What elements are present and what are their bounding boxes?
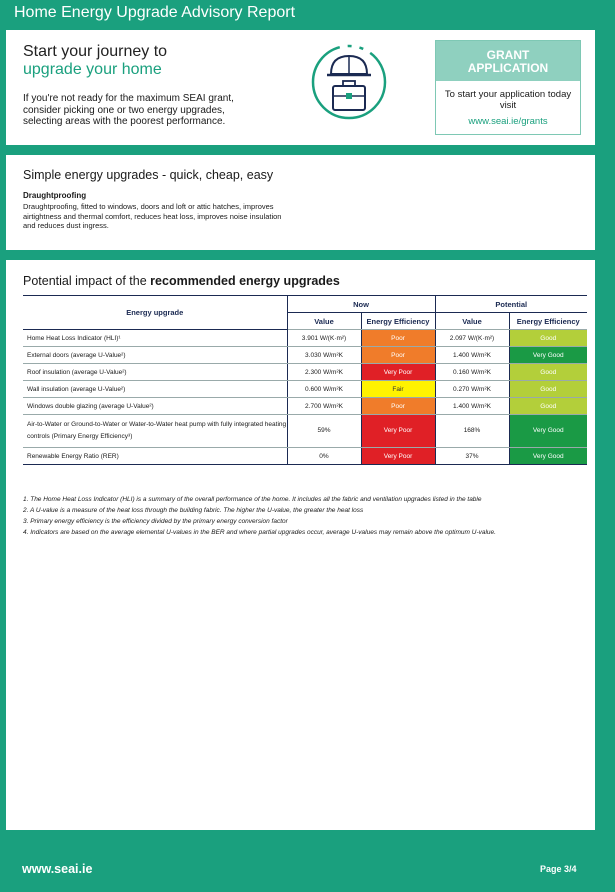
grant-heading — [436, 41, 580, 81]
intro-title-line1: Start your journey to — [23, 43, 168, 60]
intro-text: If you're not ready for the maximum SEAI grant, consider picking one or two energy upgrades, selecting areas with the poorest performance. — [23, 93, 234, 127]
now-efficiency-badge: Poor — [361, 398, 435, 415]
now-value: 2.300 W/m²K — [287, 364, 361, 381]
upgrade-label: External doors (average U-Value²) — [23, 347, 287, 364]
col-potential-value: Value — [435, 313, 509, 330]
now-efficiency-badge: Very Poor — [361, 448, 435, 465]
potential-efficiency-badge: Good — [509, 381, 587, 398]
table-row — [23, 330, 587, 347]
upgrade-label: Air-to-Water or Ground-to-Water or Water-to-Water heat pump with fully integrated heating controls (Primary Energy Efficiency³) — [23, 415, 287, 448]
potential-value: 1.400 W/m²K — [435, 398, 509, 415]
impact-panel — [6, 260, 595, 830]
potential-efficiency-badge: Good — [509, 364, 587, 381]
impact-title — [23, 274, 340, 288]
page-number: Page 3/4 — [540, 864, 577, 874]
worker-helmet-briefcase-icon — [309, 42, 389, 122]
potential-efficiency-badge: Very Good — [509, 415, 587, 448]
impact-table — [23, 295, 587, 465]
table-row — [23, 448, 587, 465]
upgrade-label: Wall insulation (average U-Value²) — [23, 381, 287, 398]
grant-heading-line2: APPLICATION — [467, 61, 549, 75]
now-efficiency-badge: Very Poor — [361, 364, 435, 381]
grant-application-box — [435, 40, 581, 135]
footnote: 1. The Home Heat Loss Indicator (HLI) is a summary of the overall performance of the home. It includes all the fabric and ventilation upgrades listed in the table — [23, 496, 482, 503]
col-now-ee: Energy Efficiency — [361, 313, 435, 330]
simple-upgrades-subtitle: Draughtproofing — [23, 191, 87, 200]
now-efficiency-badge: Poor — [361, 330, 435, 347]
report-title: Home Energy Upgrade Advisory Report — [14, 4, 296, 21]
grant-link[interactable]: www.seai.ie/grants — [468, 116, 548, 127]
table-row — [23, 381, 587, 398]
footnote: 3. Primary energy efficiency is the efficiency divided by the primary energy conversion factor — [23, 518, 288, 525]
col-now-value: Value — [287, 313, 361, 330]
now-value: 0.600 W/m²K — [287, 381, 361, 398]
footnote: 4. Indicators are based on the average elemental U-values in the BER and where partial upgrades occur, average U-values may remain above the optimum U-value. — [23, 529, 496, 536]
now-value: 3.901 W/(K·m²) — [287, 330, 361, 347]
now-value: 2.700 W/m²K — [287, 398, 361, 415]
table-row — [23, 364, 587, 381]
grant-heading-line1: GRANT — [486, 48, 530, 62]
intro-title-line2: upgrade your home — [23, 61, 162, 78]
simple-upgrades-panel — [6, 155, 595, 250]
now-value: 0% — [287, 448, 361, 465]
footnotes — [23, 494, 587, 538]
upgrade-label: Renewable Energy Ratio (RER) — [23, 448, 287, 465]
now-value: 59% — [287, 415, 361, 448]
upgrade-label: Home Heat Loss Indicator (HLI)¹ — [23, 330, 287, 347]
potential-efficiency-badge: Very Good — [509, 448, 587, 465]
simple-upgrades-title: Simple energy upgrades - quick, cheap, easy — [23, 168, 274, 182]
grant-text: To start your application today visit — [444, 89, 572, 111]
potential-value: 1.400 W/m²K — [435, 347, 509, 364]
potential-value: 2.097 W/(K·m²) — [435, 330, 509, 347]
potential-efficiency-badge: Good — [509, 330, 587, 347]
col-energy-upgrade: Energy upgrade — [23, 296, 287, 330]
potential-value: 0.160 W/m²K — [435, 364, 509, 381]
impact-title-prefix: Potential impact of the — [23, 274, 147, 288]
now-efficiency-badge: Very Poor — [361, 415, 435, 448]
now-value: 3.030 W/m²K — [287, 347, 361, 364]
potential-value: 168% — [435, 415, 509, 448]
potential-value: 37% — [435, 448, 509, 465]
potential-value: 0.270 W/m²K — [435, 381, 509, 398]
potential-efficiency-badge: Good — [509, 398, 587, 415]
footer-url[interactable]: www.seai.ie — [22, 862, 93, 876]
now-efficiency-badge: Poor — [361, 347, 435, 364]
table-row — [23, 415, 587, 448]
table-row — [23, 398, 587, 415]
col-now: Now — [287, 296, 435, 313]
upgrade-label: Windows double glazing (average U-Value²) — [23, 398, 287, 415]
footnote: 2. A U-value is a measure of the heat loss through the building fabric. The higher the U-value, the greater the heat loss — [23, 507, 364, 514]
intro-panel — [6, 30, 595, 145]
intro-title — [23, 43, 167, 79]
potential-efficiency-badge: Very Good — [509, 347, 587, 364]
simple-upgrades-text: Draughtproofing, fitted to windows, doors and loft or attic hatches, improves airtightness and thermal comfort, reduces heat loss, improves noise insulation and reduces dust ingress. — [23, 202, 282, 230]
upgrade-label: Roof insulation (average U-Value²) — [23, 364, 287, 381]
col-potential-ee: Energy Efficiency — [509, 313, 587, 330]
now-efficiency-badge: Fair — [361, 381, 435, 398]
table-row — [23, 347, 587, 364]
col-potential: Potential — [435, 296, 587, 313]
impact-title-bold: recommended energy upgrades — [150, 274, 340, 288]
